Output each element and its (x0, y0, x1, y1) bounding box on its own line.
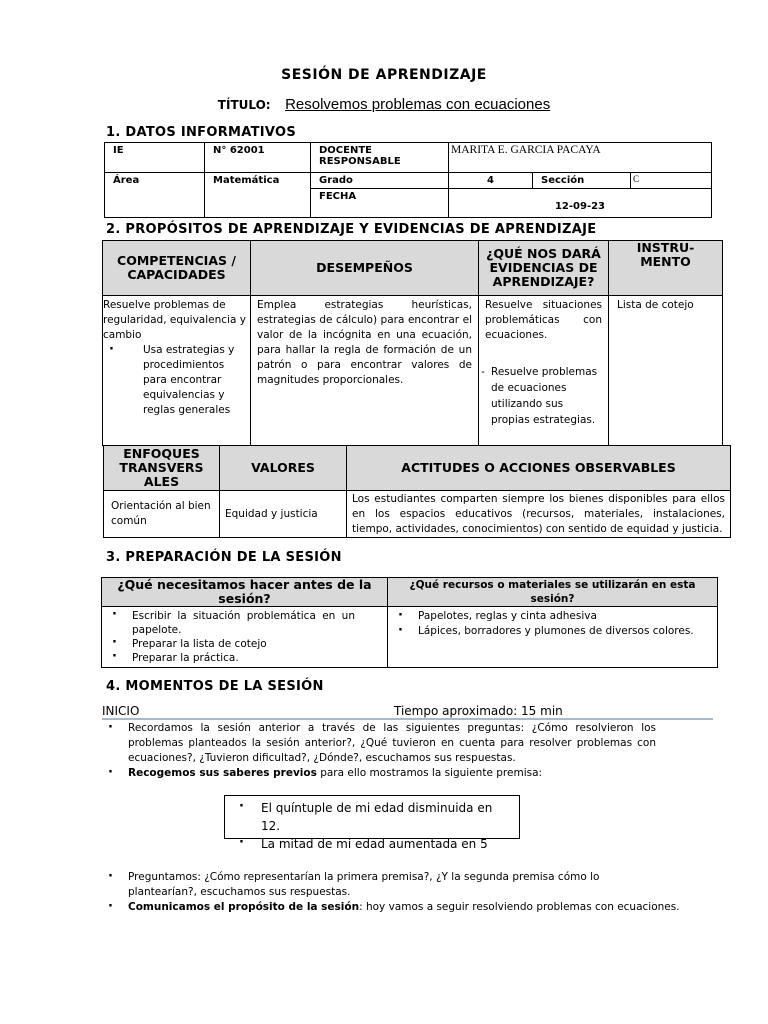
saberes-previos-rest: para ello mostramos la siguiente premisa: (316, 767, 543, 779)
col-evidencias: ¿QUÉ NOS DARÁ EVIDENCIAS DE APRENDIZAJE? (479, 241, 609, 296)
session-title (0, 96, 768, 113)
inicio-list-1 (102, 721, 656, 781)
premise-item: · La mitad de mi edad aumentada en 5 (231, 835, 513, 853)
docente-value: MARITA E. GARCIA PACAYA (449, 143, 712, 173)
col-actitudes: ACTITUDES O ACCIONES OBSERVABLES (347, 446, 731, 491)
recursos-cell (388, 607, 718, 668)
antes-item: · Escribir la situación problemática en un papelote. (106, 609, 383, 637)
col-desempenos: DESEMPEÑOS (251, 241, 479, 296)
enfoque-cell: Orientación al bien común (104, 491, 220, 538)
inicio-paragraph (102, 900, 682, 915)
inicio-paragraph: · Preguntamos: ¿Cómo representarían la primera premisa?, ¿Y la segunda premisa cómo lo plantearían?, escuchamos sus respuestas. (102, 870, 682, 900)
col-enfoques: ENFOQUES TRANSVERS ALES (104, 446, 220, 491)
titulo-value: Resolvemos problemas con ecuaciones (285, 96, 551, 113)
col-competencias: COMPETENCIAS / CAPACIDADES (103, 241, 251, 296)
inicio-bar (102, 704, 713, 720)
grado-value: 4 (449, 173, 533, 189)
datos-informativos-table (104, 142, 712, 218)
saberes-previos-bold: Recogemos sus saberes previos (128, 767, 317, 779)
dash-icon: - (481, 366, 485, 378)
recurso-item: · Lápices, borradores y plumones de diversos colores. (392, 624, 713, 639)
inicio-label: INICIO (102, 704, 140, 718)
grado-label: Grado (311, 173, 449, 189)
area-label: Área (105, 173, 205, 218)
ie-value: N° 62001 (205, 143, 311, 173)
evidencias-cell (479, 296, 609, 446)
recurso-item: · Papelotes, reglas y cinta adhesiva (392, 609, 713, 624)
seccion-label: Sección (533, 173, 631, 189)
section-4-heading: 4. MOMENTOS DE LA SESIÓN (106, 679, 324, 694)
ie-label: IE (105, 143, 205, 173)
inicio-list-2 (102, 870, 682, 915)
inicio-paragraph (102, 766, 656, 781)
premise-item: · El quíntuple de mi edad disminuida en 12. (231, 799, 513, 835)
antes-cell (102, 607, 388, 668)
preparacion-table (101, 577, 718, 668)
proposito-bold: Comunicamos el propósito de la sesión (128, 901, 360, 913)
actitud-cell: Los estudiantes comparten siempre los bienes disponibles para ellos en los espacios educativos (recursos, materiales, instalaciones, tiempo, actividades, conocimientos) con sentido de equidad y justicia. (347, 491, 731, 538)
competencia-text: Resuelve problemas de regularidad, equivalencia y cambio (103, 299, 246, 341)
competencias-cell (103, 296, 251, 446)
titulo-label: TÍTULO: (217, 98, 271, 112)
propositos-table (102, 240, 723, 446)
page-title: SESIÓN DE APRENDIZAJE (281, 67, 487, 83)
area-value: Matemática (205, 173, 311, 218)
inicio-paragraph: · Recordamos la sesión anterior a través de las siguientes preguntas: ¿Cómo resolvieron los problemas planteados la sesión anterior?, ¿Qué tuvieron en cuenta para resolver problemas con ecuaciones?, ¿Tuvieron dificultad?, ¿Dónde?, escuchamos sus respuestas. (102, 721, 656, 766)
antes-item: · Preparar la lista de cotejo (106, 637, 383, 651)
section-1-heading: 1. DATOS INFORMATIVOS (106, 125, 297, 140)
col-antes: ¿Qué necesitamos hacer antes de la sesión? (102, 578, 388, 607)
evidencia-2-item (481, 364, 602, 428)
evidencia-1: Resuelve situaciones problemáticas con ecuaciones. (485, 299, 602, 341)
enfoques-table (103, 445, 731, 538)
fecha-label: FECHA (311, 189, 449, 218)
instrumento-cell: Lista de cotejo (609, 296, 723, 446)
section-2-heading: 2. PROPÓSITOS DE APRENDIZAJE Y EVIDENCIAS DE APRENDIZAJE (106, 222, 597, 237)
col-valores: VALORES (220, 446, 347, 491)
proposito-rest: : hoy vamos a seguir resolviendo problemas con ecuaciones. (359, 901, 680, 913)
fecha-value: 12-09-23 (449, 189, 712, 218)
seccion-value: C (631, 173, 712, 189)
premise-box (224, 795, 520, 851)
valor-cell: Equidad y justicia (220, 491, 347, 538)
col-recursos: ¿Qué recursos o materiales se utilizarán en esta sesión? (388, 578, 718, 607)
section-3-heading: 3. PREPARACIÓN DE LA SESIÓN (106, 550, 342, 565)
desempeno-cell: Emplea estrategias heurísticas, estrategias de cálculo) para encontrar el valor de la incógnita en una ecuación, para hallar la regla de formación de un patrón o para encontrar valores de magnitudes proporcionales. (251, 296, 479, 446)
capacidad-item: · Usa estrategias y procedimientos para encontrar equivalencias y reglas generales (103, 343, 239, 418)
evidencia-2: Resuelve problemas de ecuaciones utilizando sus propias estrategias. (491, 366, 598, 426)
antes-item: · Preparar la práctica. (106, 651, 383, 665)
col-instrumento: INSTRU-MENTO (609, 241, 723, 296)
docente-label: DOCENTE RESPONSABLE (311, 143, 449, 173)
tiempo-label: Tiempo aproximado: 15 min (394, 704, 563, 718)
